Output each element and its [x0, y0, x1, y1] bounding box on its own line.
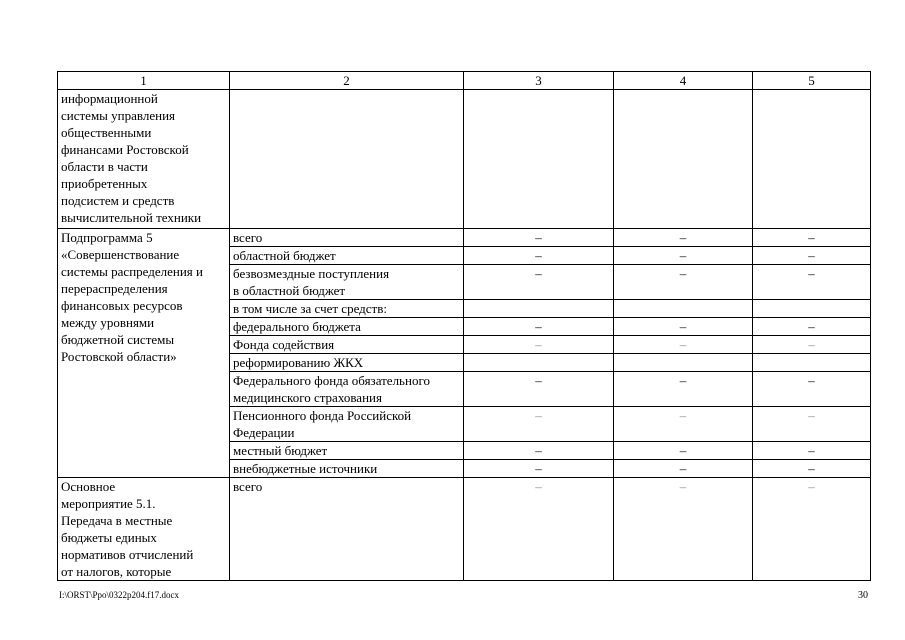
text-line: нормативов отчислений [61, 547, 194, 562]
value-cell [464, 407, 614, 442]
value-text: – [808, 319, 815, 334]
text-line: всего [233, 230, 263, 245]
text-line: Фонда содействия [233, 337, 335, 352]
value-cell [753, 265, 871, 300]
funding-source-cell [230, 300, 464, 318]
value-cell [753, 407, 871, 442]
empty-cell [614, 90, 753, 229]
value-text: – [535, 461, 542, 476]
table-row-main-event [58, 478, 871, 581]
text-line: в областной бюджет [233, 283, 346, 298]
value-text: – [808, 248, 815, 263]
value-text: – [535, 230, 542, 245]
funding-source-cell [230, 372, 464, 407]
main-event-name-cell [58, 478, 230, 581]
text-line: медицинского страхования [233, 390, 382, 405]
value-text: – [808, 266, 815, 281]
text-line: Передача в местные [61, 513, 173, 528]
value-cell [464, 460, 614, 478]
value-cell [753, 300, 871, 318]
value-text: – [679, 230, 687, 245]
text-line: информационной [61, 91, 158, 106]
funding-source-cell [230, 265, 464, 300]
value-cell [614, 247, 753, 265]
value-cell [753, 354, 871, 372]
value-cell [753, 318, 871, 336]
value-cell [464, 372, 614, 407]
empty-cell [230, 90, 464, 229]
text-line: внебюджетные источники [233, 461, 378, 476]
text-line: «Совершенствование [61, 247, 180, 262]
value-cell [753, 229, 871, 247]
page-number: 30 [858, 590, 868, 601]
table-row-continuation [58, 90, 871, 229]
text-line: Основное [61, 479, 116, 494]
value-cell [614, 372, 753, 407]
value-cell [614, 336, 753, 354]
funding-source-cell [230, 460, 464, 478]
text-line: подсистем и средств [61, 193, 175, 208]
text-line: финансовых ресурсов [61, 298, 183, 313]
value-text: – [535, 337, 542, 352]
value-cell [753, 460, 871, 478]
text-line: вычислительной техники [61, 210, 202, 225]
text-line: между уровнями [61, 315, 155, 330]
funding-source-cell [230, 354, 464, 372]
text-line: общественными [61, 125, 152, 140]
text-line: системы распределения и [61, 264, 203, 279]
funding-source-cell [230, 229, 464, 247]
text-line: бюджетной системы [61, 332, 175, 347]
value-cell [614, 229, 753, 247]
value-cell [753, 478, 871, 581]
value-cell [614, 265, 753, 300]
value-text: – [808, 461, 815, 476]
text-line: перераспределения [61, 281, 168, 296]
text-line: реформированию ЖКХ [233, 355, 364, 370]
value-cell [614, 354, 753, 372]
text-line: местный бюджет [233, 443, 328, 458]
value-text: – [679, 266, 687, 281]
value-cell [464, 336, 614, 354]
subprogram-name-cell [58, 229, 230, 478]
value-cell [614, 300, 753, 318]
column-header-1: 1 [58, 72, 230, 90]
value-cell [464, 442, 614, 460]
funding-source-cell [230, 442, 464, 460]
value-text: – [808, 443, 815, 458]
value-text: – [679, 337, 687, 352]
text-line: федерального бюджета [233, 319, 361, 334]
text-line: Федерального фонда обязательного [233, 373, 430, 388]
text-line: приобретенных [61, 176, 148, 191]
funding-source-cell [230, 407, 464, 442]
text-line: областной бюджет [233, 248, 336, 263]
funding-source-cell: всего [230, 478, 464, 581]
empty-cell [464, 90, 614, 229]
value-cell [614, 442, 753, 460]
value-cell [753, 336, 871, 354]
value-cell [464, 478, 614, 581]
value-cell [753, 247, 871, 265]
value-text: – [808, 479, 815, 494]
value-text: – [679, 319, 687, 334]
value-cell [464, 247, 614, 265]
value-cell [464, 265, 614, 300]
footer-file-path: I:\ORST\Ppo\0322p204.f17.docx [59, 590, 180, 600]
value-text: – [535, 266, 542, 281]
value-cell [464, 318, 614, 336]
text-line: Пенсионного фонда Российской [233, 408, 412, 423]
value-text: – [679, 408, 687, 423]
funding-source-cell [230, 336, 464, 354]
value-cell [614, 318, 753, 336]
value-text: – [679, 248, 687, 263]
text-line: Федерации [233, 425, 295, 440]
value-text: – [535, 373, 542, 388]
value-text: – [808, 408, 815, 423]
column-header-5: 5 [753, 72, 871, 90]
column-header-4: 4 [614, 72, 753, 90]
value-text: – [535, 408, 542, 423]
value-text: – [808, 337, 815, 352]
value-cell [614, 460, 753, 478]
value-text: – [679, 461, 687, 476]
text-line: от налогов, которые [61, 564, 172, 579]
value-cell [464, 354, 614, 372]
text-line: в том числе за счет средств: [233, 301, 387, 316]
value-text: – [535, 479, 542, 494]
continuation-name-cell [58, 90, 230, 229]
value-text: – [679, 373, 687, 388]
table-row [58, 229, 871, 247]
value-cell [753, 372, 871, 407]
value-text: – [808, 230, 815, 245]
budget-table [57, 71, 871, 581]
column-header-2: 2 [230, 72, 464, 90]
value-cell [753, 442, 871, 460]
table-header-row [58, 72, 871, 90]
text-line: области в части [61, 159, 148, 174]
empty-cell [753, 90, 871, 229]
value-cell [464, 300, 614, 318]
text-line: бюджеты единых [61, 530, 157, 545]
text-line: Подпрограмма 5 [61, 230, 153, 245]
text-line: системы управления [61, 108, 176, 123]
funding-source-cell [230, 247, 464, 265]
value-cell [614, 407, 753, 442]
value-text: – [808, 373, 815, 388]
value-cell [614, 478, 753, 581]
value-text: – [535, 319, 542, 334]
value-text: – [535, 443, 542, 458]
column-header-3: 3 [464, 72, 614, 90]
value-text: – [679, 479, 687, 494]
text-line: мероприятие 5.1. [61, 496, 156, 511]
text-line: безвозмездные поступления [233, 266, 390, 281]
funding-source-cell [230, 318, 464, 336]
value-text: – [535, 248, 542, 263]
text-line: финансами Ростовской [61, 142, 189, 157]
value-cell [464, 229, 614, 247]
text-line: Ростовской области» [61, 349, 177, 364]
value-text: – [679, 443, 687, 458]
